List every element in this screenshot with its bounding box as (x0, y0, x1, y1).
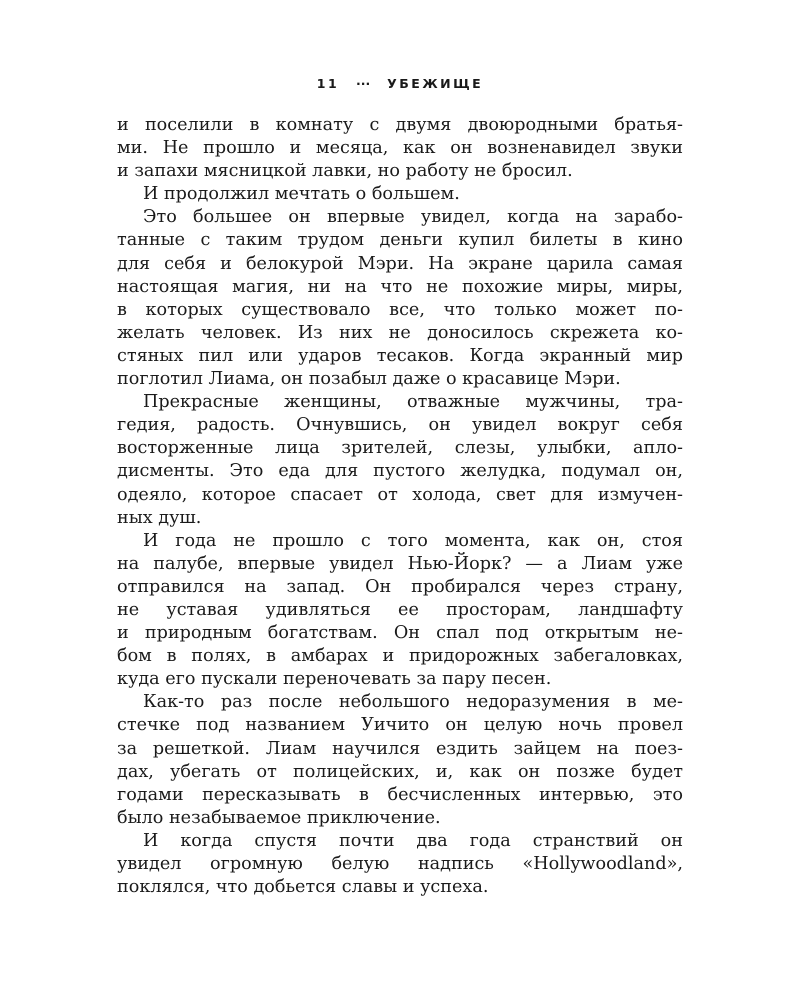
text-line: и поселили в комнату с двумя двоюродными братья- (117, 115, 683, 135)
text-line: было незабываемое приключение. (117, 807, 441, 828)
text-line: отправился на запад. Он пробирался через страну, (117, 576, 683, 597)
paragraph (117, 183, 683, 206)
text-line: для себя и белокурой Мэри. На экране царила самая (117, 253, 683, 274)
text-line: на палубе, впервые увидел Нью-Йорк? — а Лиам уже (117, 553, 683, 574)
text-line: танные с таким трудом деньги купил билеты в кино (117, 230, 683, 251)
paragraph (117, 830, 683, 899)
text-line: и природным богатствам. Он спал под открытым не- (117, 623, 683, 644)
text-line: стяных пил или ударов тесаков. Когда экранный мир (117, 345, 683, 366)
text-line: И продолжил мечтать о большем. (143, 184, 460, 205)
text-line: Как-то раз после небольшого недоразумения в ме- (143, 692, 683, 713)
text-line: годами пересказывать в бесчисленных интервью, это (117, 784, 683, 805)
header-separator: ··· (356, 76, 371, 91)
text-line: одеяло, которое спасает от холода, свет для измучен- (117, 484, 683, 505)
paragraph (117, 530, 683, 692)
text-line: стечке под названием Уичито он целую ночь провел (117, 715, 683, 736)
text-line: желать человек. Из них не доносилось скрежета ко- (117, 322, 683, 343)
text-line: Это большее он впервые увидел, когда на зарабо- (143, 207, 683, 228)
text-line: И года не прошло с того момента, как он, стоя (143, 530, 683, 551)
text-line: И когда спустя почти два года странствий он (143, 830, 683, 851)
text-line: и запахи мясницкой лавки, но работу не бросил. (117, 161, 573, 182)
text-line: восторженные лица зрителей, слезы, улыбки, апло- (117, 438, 683, 459)
paragraph (117, 114, 683, 183)
text-line: ных душ. (117, 507, 202, 528)
running-head (0, 76, 800, 91)
text-line: не уставая удивляться ее просторам, ландшафту (117, 599, 683, 620)
text-line: бом в полях, в амбарах и придорожных забегаловках, (117, 646, 683, 667)
text-line: за решеткой. Лиам научился ездить зайцем на поез- (117, 738, 683, 759)
text-line: настоящая магия, ни на что не похожие миры, миры, (117, 276, 683, 297)
body-text (117, 114, 683, 899)
text-line: в которых существовало все, что только может по- (117, 299, 683, 320)
text-line: увидел огромную белую надпись «Hollywoodland», (117, 854, 683, 874)
text-line: дисменты. Это еда для пустого желудка, подумал он, (117, 461, 683, 482)
paragraph (117, 206, 683, 391)
text-line: поглотил Лиама, он позабыл даже о красавице Мэри. (117, 369, 621, 390)
text-line: ми. Не прошло и месяца, как он возненавидел звуки (117, 138, 683, 159)
chapter-title: УБЕЖИЩЕ (387, 76, 484, 91)
text-line: дах, убегать от полицейских, и, как он позже будет (117, 761, 683, 782)
paragraph (117, 391, 683, 530)
text-line: куда его пускали переночевать за пару песен. (117, 669, 552, 690)
text-line: поклялся, что добьется славы и успеха. (117, 877, 489, 898)
text-line: Прекрасные женщины, отважные мужчины, тра- (143, 392, 683, 413)
text-line: гедия, радость. Очнувшись, он увидел вокруг себя (117, 415, 683, 436)
paragraph (117, 691, 683, 830)
page-number: 11 (316, 76, 340, 91)
